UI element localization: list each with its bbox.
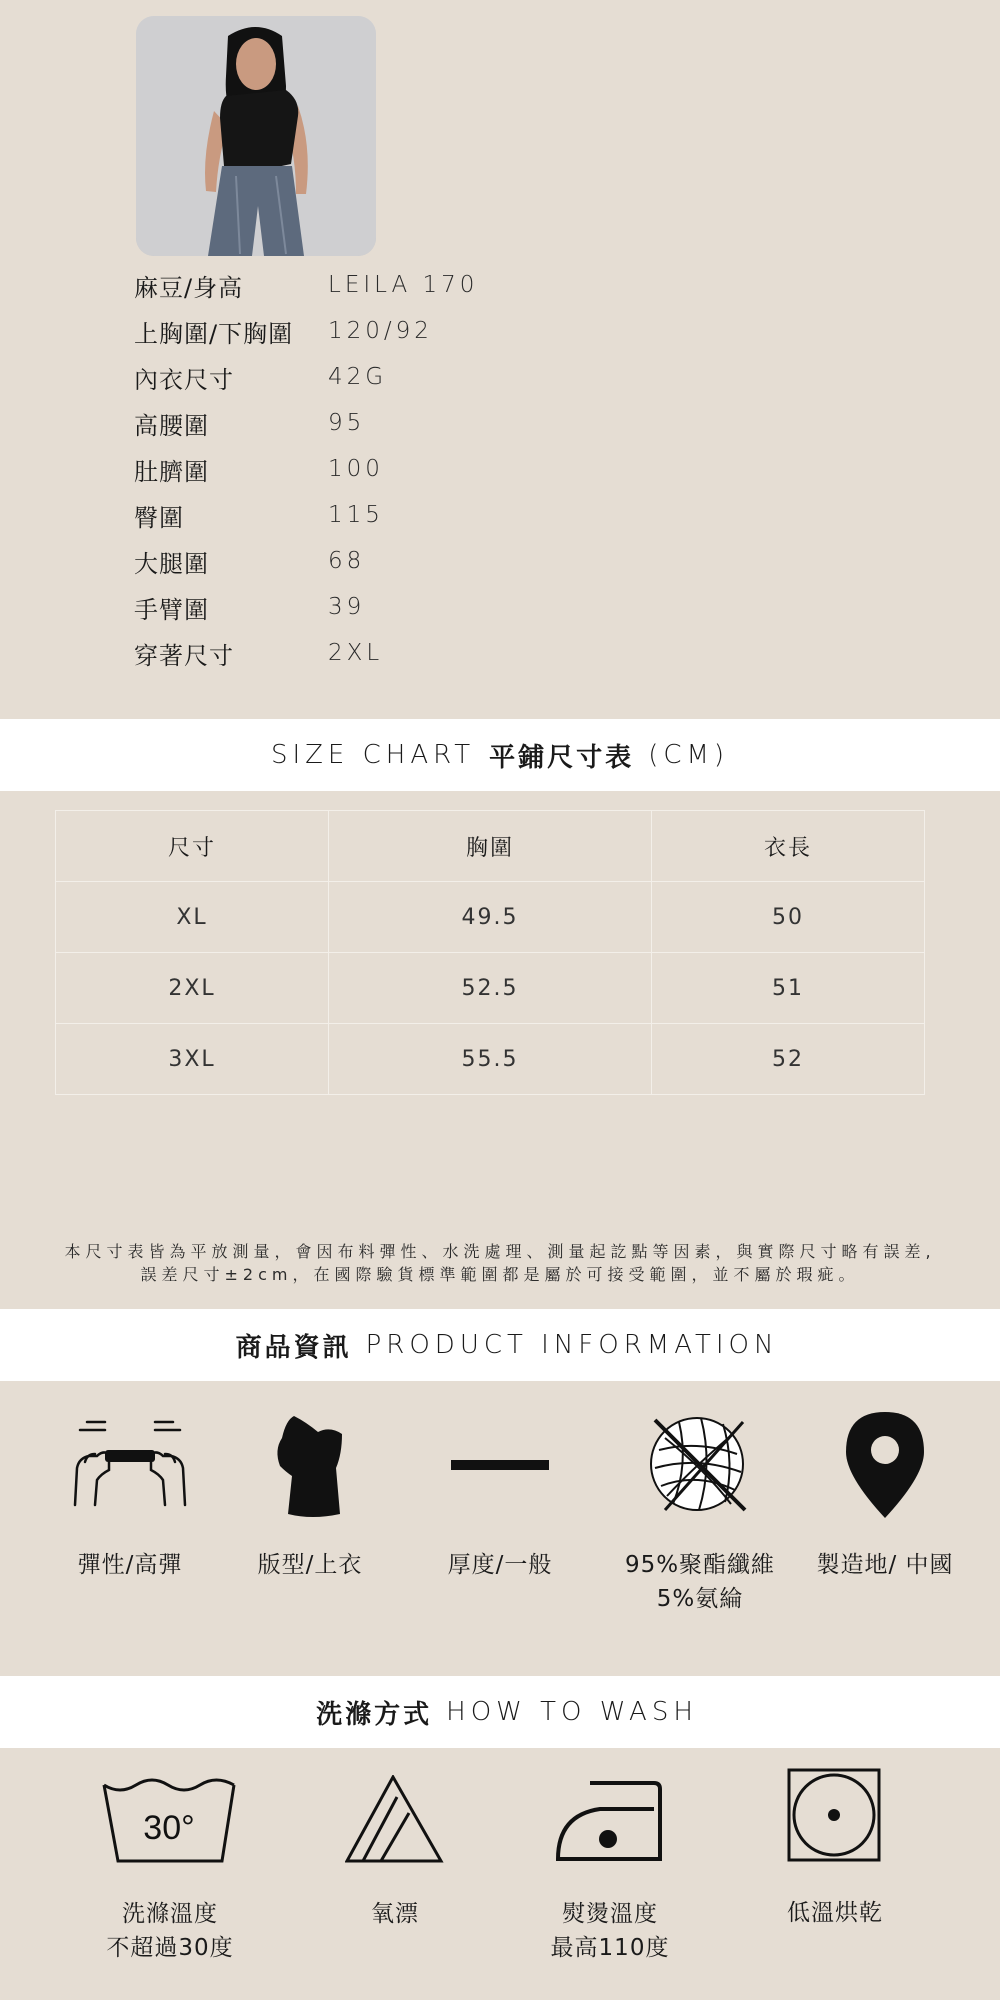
model-value: 120/92 bbox=[328, 318, 433, 344]
model-label: 穿著尺寸 bbox=[134, 641, 234, 670]
model-row bbox=[134, 400, 634, 446]
table-cell: 49.5 bbox=[329, 882, 652, 953]
wash-dry bbox=[760, 1768, 910, 1930]
table-header-cell: 衣長 bbox=[651, 811, 924, 882]
model-measurements bbox=[134, 262, 634, 676]
model-label: 肚臍圍 bbox=[134, 457, 209, 486]
table-row bbox=[56, 1024, 925, 1095]
dry-label: 低溫烘乾 bbox=[787, 1900, 883, 1926]
iron-label-line1: 熨燙溫度 bbox=[562, 1901, 658, 1927]
model-value: 42G bbox=[328, 364, 388, 390]
product-info-title-zh: 商品資訊 bbox=[235, 1332, 352, 1363]
size-chart-title-unit: (CM) bbox=[648, 740, 730, 770]
table-cell: XL bbox=[56, 882, 329, 953]
model-row bbox=[134, 492, 634, 538]
model-row bbox=[134, 630, 634, 676]
table-cell: 52.5 bbox=[329, 953, 652, 1024]
wash-title-zh: 洗滌方式 bbox=[316, 1699, 433, 1730]
product-info-fit bbox=[235, 1410, 385, 1582]
wash-temperature bbox=[95, 1775, 245, 1965]
product-info-stretch bbox=[55, 1410, 205, 1582]
size-table bbox=[55, 810, 925, 1095]
iron-icon bbox=[550, 1775, 670, 1865]
model-label: 麻豆/身高 bbox=[134, 273, 244, 302]
location-pin-icon bbox=[840, 1410, 930, 1520]
origin-label: 製造地/ 中國 bbox=[816, 1552, 954, 1578]
wash-temp-symbol: 30° bbox=[143, 1809, 195, 1847]
table-cell: 55.5 bbox=[329, 1024, 652, 1095]
table-row bbox=[56, 953, 925, 1024]
model-value: LEILA 170 bbox=[328, 272, 479, 298]
product-info-thickness bbox=[425, 1410, 575, 1582]
top-garment-icon bbox=[260, 1410, 360, 1520]
tumble-dry-low-icon bbox=[785, 1768, 885, 1864]
bleach-icon bbox=[345, 1775, 445, 1865]
model-label: 手臂圍 bbox=[134, 595, 209, 624]
model-row bbox=[134, 308, 634, 354]
model-label: 上胸圍/下胸圍 bbox=[134, 319, 294, 348]
model-value: 95 bbox=[328, 410, 366, 436]
thickness-line-icon bbox=[445, 1410, 555, 1520]
model-label: 大腿圍 bbox=[134, 549, 209, 578]
model-label: 臀圍 bbox=[134, 503, 184, 532]
size-chart-title-zh: 平鋪尺寸表 bbox=[489, 742, 635, 773]
model-row bbox=[134, 354, 634, 400]
table-header-row bbox=[56, 811, 925, 882]
size-chart-banner bbox=[0, 719, 1000, 791]
table-cell: 50 bbox=[651, 882, 924, 953]
model-value: 100 bbox=[328, 456, 384, 482]
wash-temp-label-line1: 洗滌溫度 bbox=[122, 1901, 218, 1927]
table-cell: 3XL bbox=[56, 1024, 329, 1095]
table-header-cell: 尺寸 bbox=[56, 811, 329, 882]
product-info-title-en: PRODUCT INFORMATION bbox=[365, 1330, 779, 1360]
table-cell: 51 bbox=[651, 953, 924, 1024]
model-label: 內衣尺寸 bbox=[134, 365, 234, 394]
wash-banner bbox=[0, 1676, 1000, 1748]
measurement-note bbox=[20, 1240, 980, 1286]
model-value: 115 bbox=[328, 502, 384, 528]
wash-temp-label-line2: 不超過30度 bbox=[106, 1935, 234, 1961]
model-row bbox=[134, 446, 634, 492]
product-info-origin bbox=[805, 1410, 965, 1582]
stretch-icon bbox=[65, 1410, 195, 1510]
product-info-material bbox=[620, 1410, 780, 1616]
table-row bbox=[56, 882, 925, 953]
yarn-ball-icon bbox=[645, 1410, 755, 1520]
measurement-note-line2: 誤差尺寸±2cm，在國際驗貨標準範圍都是屬於可接受範圍，並不屬於瑕疵。 bbox=[140, 1265, 860, 1284]
model-row bbox=[134, 262, 634, 308]
model-row bbox=[134, 538, 634, 584]
measurement-note-line1: 本尺寸表皆為平放測量，會因布料彈性、水洗處理、測量起訖點等因素，與實際尺寸略有誤差, bbox=[64, 1242, 936, 1261]
model-row bbox=[134, 584, 634, 630]
model-value: 2XL bbox=[328, 640, 384, 666]
stretch-label: 彈性/高彈 bbox=[77, 1552, 183, 1578]
wash-iron bbox=[535, 1775, 685, 1965]
fit-label: 版型/上衣 bbox=[257, 1552, 363, 1578]
model-value: 39 bbox=[328, 594, 366, 620]
thickness-label: 厚度/一般 bbox=[447, 1552, 553, 1578]
wash-bleach bbox=[320, 1775, 470, 1931]
wash-title-en: HOW TO WASH bbox=[446, 1697, 698, 1727]
material-label-line1: 95%聚酯纖維 bbox=[624, 1552, 776, 1578]
iron-label-line2: 最高110度 bbox=[550, 1935, 670, 1961]
model-value: 68 bbox=[328, 548, 366, 574]
table-cell: 2XL bbox=[56, 953, 329, 1024]
table-header-cell: 胸圍 bbox=[329, 811, 652, 882]
material-label-line2: 5%氨綸 bbox=[656, 1586, 744, 1612]
product-info-banner bbox=[0, 1309, 1000, 1381]
model-label: 高腰圍 bbox=[134, 411, 209, 440]
table-cell: 52 bbox=[651, 1024, 924, 1095]
model-figure-illustration bbox=[136, 16, 376, 256]
model-photo bbox=[136, 16, 376, 256]
wash-30-icon bbox=[100, 1775, 240, 1865]
bleach-label: 氧漂 bbox=[371, 1901, 419, 1927]
size-chart-title-en: SIZE CHART bbox=[270, 740, 476, 770]
